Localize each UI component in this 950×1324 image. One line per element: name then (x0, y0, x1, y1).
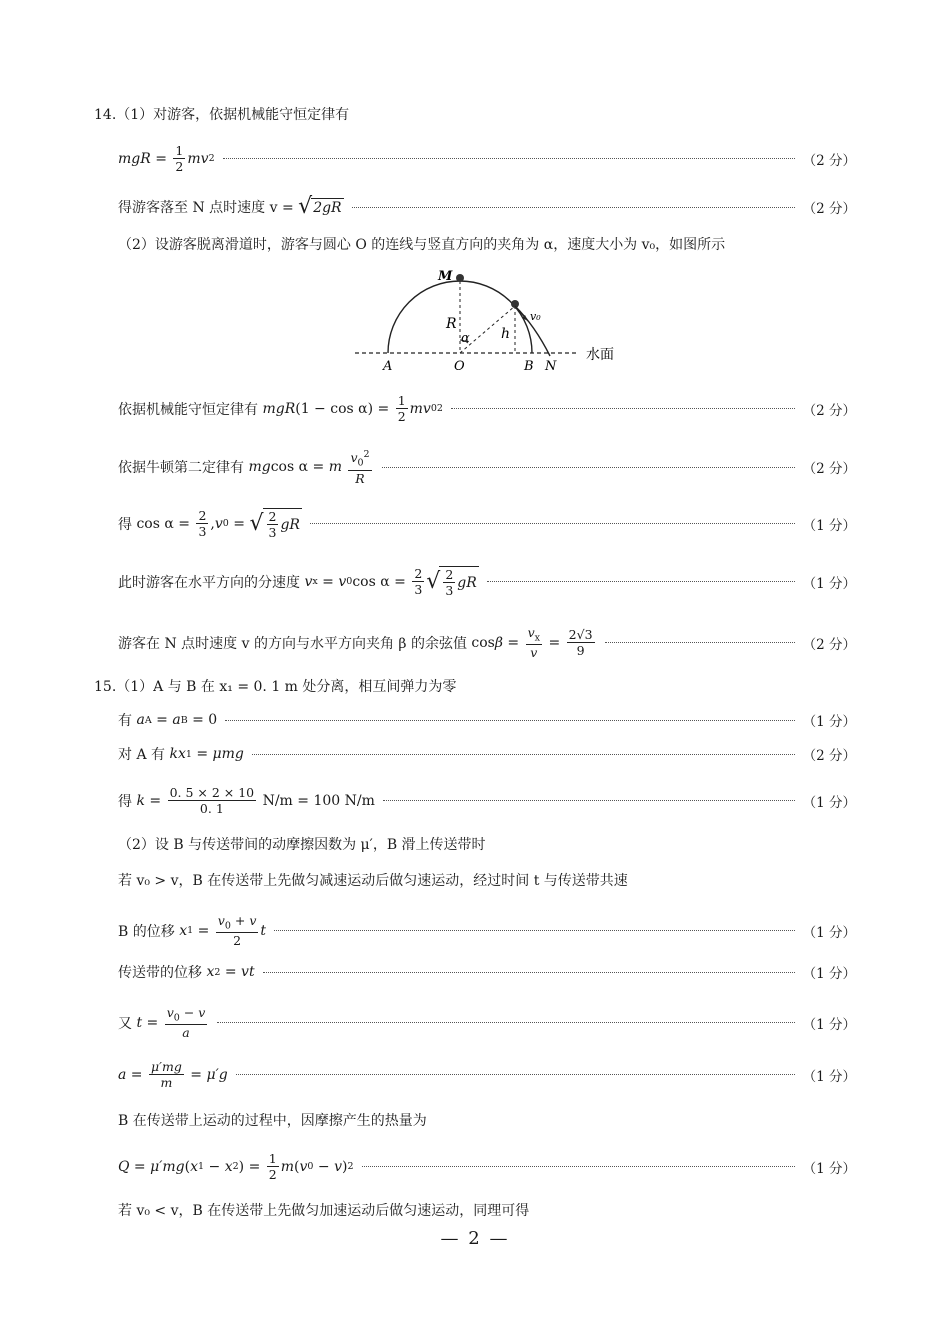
q15-line-6: 又 t = $\frac{v_0 - v}{a}$ （1 分） (118, 1005, 856, 1041)
q14-intro: 14.（1）对游客，依据机械能守恒定律有 (94, 107, 350, 123)
q14-part2: （2）设游客脱离滑道时，游客与圆心 O 的连线与竖直方向的夹角为 α，速度大小为 v₀，如图所示 (118, 237, 726, 253)
q14-line-2: 得游客落至 N 点时速度 v = √ 2gR （2 分） (118, 194, 856, 219)
label-M: M (438, 269, 453, 284)
label-R: R (446, 316, 457, 332)
q15-intro: 15.（1）A 与 B 在 x₁ = 0. 1 m 处分离，相互间弹力为零 (94, 679, 457, 695)
q15-case2: 若 v₀ < v，B 在传送带上先做匀加速运动后做匀速运动，同理可得 (118, 1203, 530, 1219)
equation: mgR = $\frac{1}{2}$ mv 2 (118, 143, 215, 175)
label-h: h (501, 326, 511, 342)
label-O: O (454, 359, 465, 374)
q15-case1: 若 v₀ > v，B 在传送带上先做匀减速运动后做匀速运动，经过时间 t 与传送带共速 (118, 873, 628, 889)
q14-line-4: 依据牛顿第二定律有 mg cos α = m $\frac{v_0^2}{R}$ （2 分） (118, 449, 856, 486)
points: （2 分） (802, 152, 856, 169)
leader-dots (223, 158, 795, 159)
q15-part2: （2）设 B 与传送带间的动摩擦因数为 μ′，B 滑上传送带时 (118, 837, 486, 853)
q15-line-3: 得 k = $\frac{0. 5 \times 2 \times 10}{0. 1}$ N/m = 100 N/m （1 分） (118, 785, 856, 817)
q14-line-5: 得 cos α = $\frac{2}{3}$ , v 0 = √ $\frac{2}{3}$ gR （1 分） (118, 508, 856, 541)
q14-line-1 (118, 144, 856, 173)
label-alpha: α (461, 331, 470, 346)
page-number: — 2 — (440, 1228, 510, 1249)
label-N: N (545, 359, 557, 374)
q15-line-1: 有 a A = a B = 0 （1 分） (118, 712, 856, 730)
slide-diagram (350, 264, 630, 376)
q15-line-8: Q = μ′mg ( x 1 − x 2 ) = $\frac{1}{2}$ m ( v 0 − v ) 2 （1 分） (118, 1151, 856, 1183)
rider-top-icon (456, 274, 464, 282)
q14-line-6: 此时游客在水平方向的分速度 v x = v 0 cos α = $\frac{2}{3}$ √ $\frac{2}{3}$ gR （1 分） (118, 566, 856, 599)
label-B: B (524, 359, 534, 374)
sqrt: √ 2gR (298, 194, 342, 219)
q15-heat: B 在传送带上运动的过程中，因摩擦产生的热量为 (118, 1113, 427, 1129)
label-water: 水面 (586, 347, 614, 363)
label-v0: v₀ (530, 310, 541, 323)
label-A: A (383, 359, 393, 374)
q15-line-2: 对 A 有 kx 1 = μmg （2 分） (118, 746, 856, 764)
q15-line-4: B 的位移 x 1 = $\frac{v_0 + v}{2}$ t （1 分） (118, 913, 856, 949)
q14-line-7: 游客在 N 点时速度 v 的方向与水平方向夹角 β 的余弦值 cos β = $\frac{v_x}{v}$ = $\frac{2√3}{9}$ （2 分） (118, 625, 856, 661)
q15-line-7: a = $\frac{\mu'mg}{m}$ = μ′g （1 分） (118, 1059, 856, 1091)
q15-line-5: 传送带的位移 x 2 = vt （1 分） (118, 964, 856, 982)
q14-line-3: 依据机械能守恒定律有 mgR (1 − cos α) = $\frac{1}{2}$ mv 0 2 （2 分） (118, 393, 856, 425)
